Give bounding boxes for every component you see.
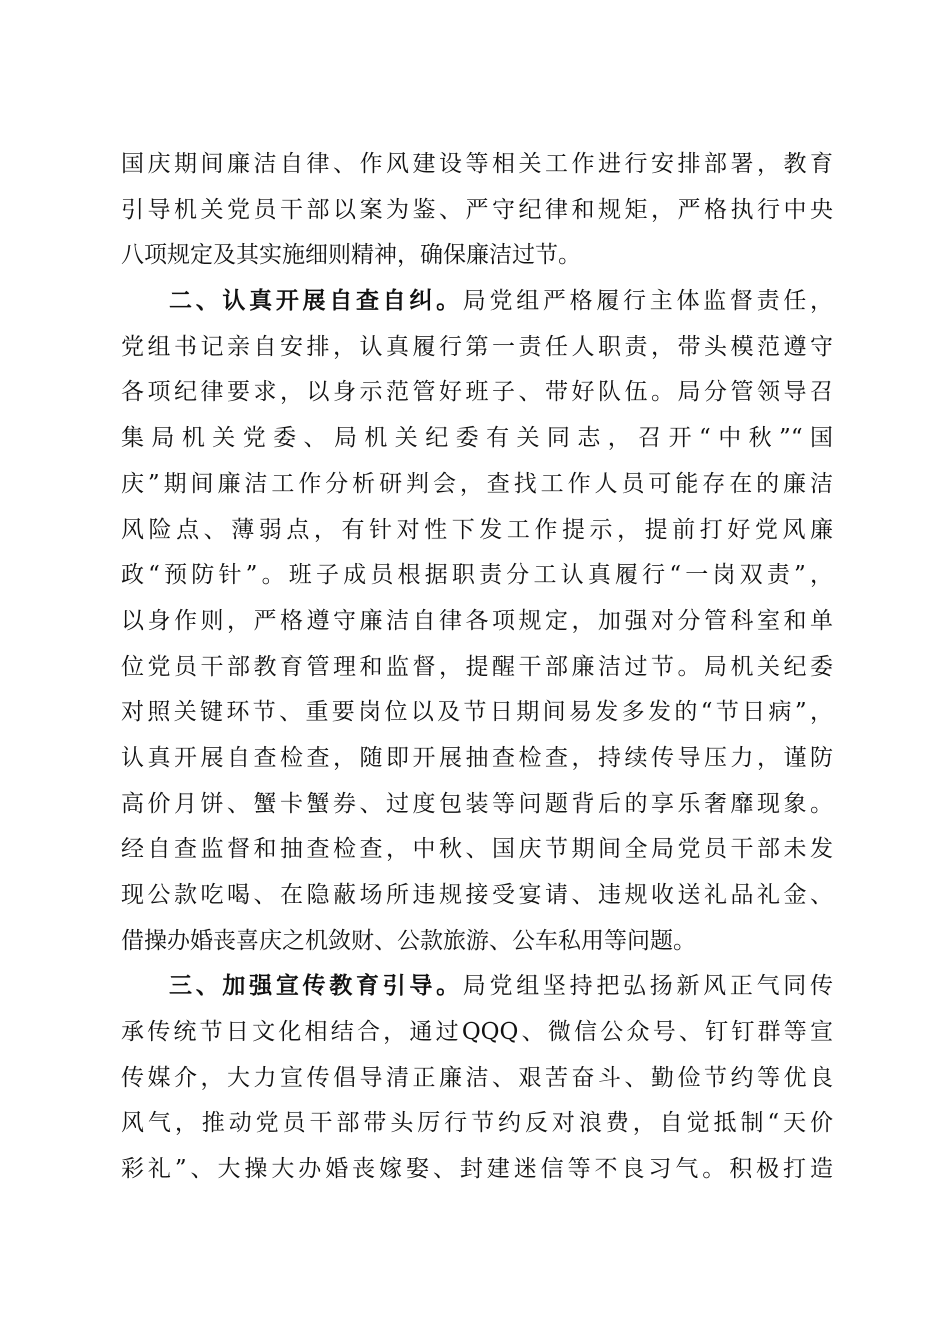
paragraph-2: [121, 279, 833, 964]
section-heading: 二、认真开展自查自纠。: [169, 288, 463, 315]
text-line: 集局机关党委、局机关纪委有关同志，召开“中秋”“国: [121, 425, 833, 452]
text-line: 承传统节日文化相结合，通过QQQ、微信公众号、钉钉群等宣: [121, 1019, 833, 1046]
text-line: 认真开展自查检查，随即开展抽查检查，持续传导压力，谨防: [121, 744, 833, 771]
paragraph-1: [121, 142, 833, 279]
text-line: 彩礼”、大操大办婚丧嫁娶、封建迷信等不良习气。积极打造: [121, 1156, 833, 1183]
text-line: 现公款吃喝、在隐蔽场所违规接受宴请、违规收送礼品礼金、: [121, 882, 833, 908]
text-line: 以身作则，严格遵守廉洁自律各项规定，加强对分管科室和单: [121, 607, 833, 634]
text-line: 引导机关党员干部以案为鉴、严守纪律和规矩，严格执行中央: [121, 196, 833, 223]
paragraph-3: [121, 964, 833, 1192]
text-line: 国庆期间廉洁自律、作风建设等相关工作进行安排部署，教育: [121, 151, 833, 177]
text-line: 党组书记亲自安排，认真履行第一责任人职责，带头模范遵守: [121, 333, 833, 360]
text-line: 风险点、薄弱点，有针对性下发工作提示，提前打好党风廉: [121, 516, 833, 543]
text-line: 高价月饼、蟹卡蟹券、过度包装等问题背后的享乐奢靡现象。: [121, 790, 833, 817]
text-line: 政“预防针”。班子成员根据职责分工认真履行“一岗双责”，: [121, 562, 833, 589]
text-line: 八项规定及其实施细则精神，确保廉洁过节。: [121, 242, 581, 269]
text-span: 局党组坚持把弘扬新风正气同传: [462, 973, 833, 1000]
document-body: [121, 142, 833, 1193]
text-line: 经自查监督和抽查检查，中秋、国庆节期间全局党员干部未发: [121, 836, 833, 863]
text-span: 局党组严格履行主体监督责任，: [462, 288, 833, 315]
text-line: [121, 279, 833, 325]
text-line: 位党员干部教育管理和监督，提醒干部廉洁过节。局机关纪委: [121, 653, 833, 680]
section-heading: 三、加强宣传教育引导。: [169, 973, 463, 1000]
text-line: 对照关键环节、重要岗位以及节日期间易发多发的“节日病”，: [121, 699, 833, 726]
text-line: 风气，推动党员干部带头厉行节约反对浪费，自觉抵制“天价: [121, 1110, 833, 1137]
text-line: 各项纪律要求，以身示范管好班子、带好队伍。局分管领导召: [121, 379, 833, 406]
text-line: 借操办婚丧喜庆之机敛财、公款旅游、公车私用等问题。: [121, 927, 696, 954]
text-line: 庆”期间廉洁工作分析研判会，查找工作人员可能存在的廉洁: [121, 470, 833, 497]
text-line: 传媒介，大力宣传倡导清正廉洁、艰苦奋斗、勤俭节约等优良: [121, 1064, 833, 1091]
text-line: [121, 964, 833, 1010]
